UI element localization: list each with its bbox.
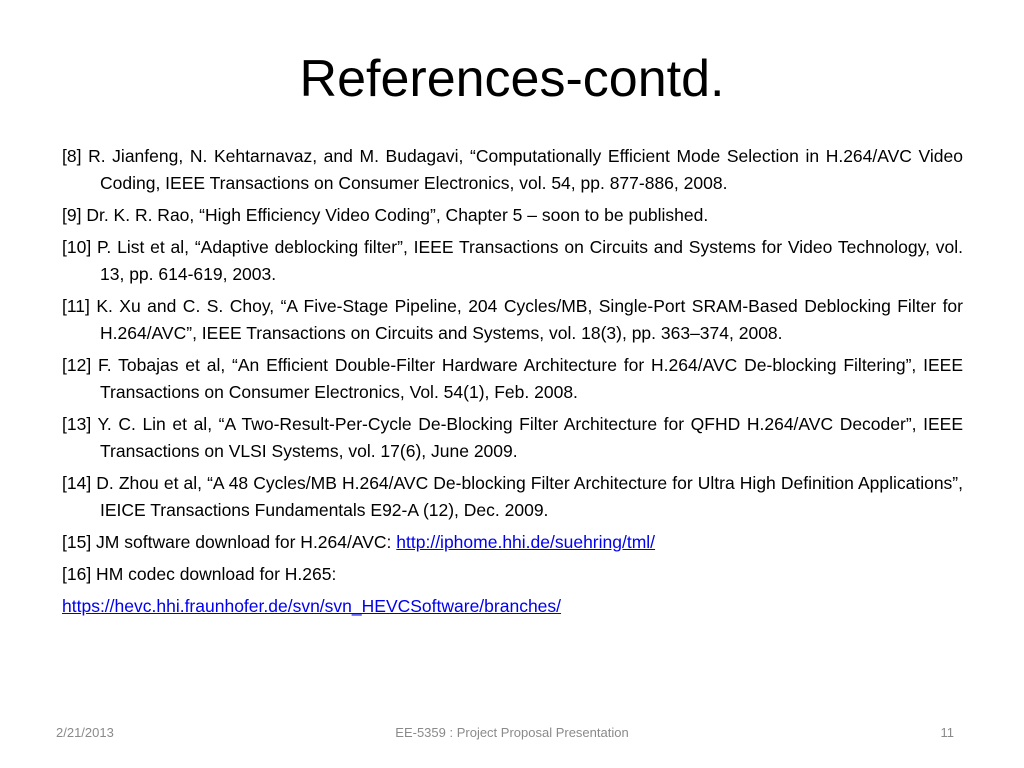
reference-10 [62, 234, 963, 288]
reference-13-text: [13] Y. C. Lin et al, “A Two-Result-Per-Cycle De-Blocking Filter Architecture for QFHD H.264/AVC Decoder”, IEEE Transactions on VLSI Systems, vol. 17(6), June 2009. [62, 414, 963, 461]
slide-title: References-contd. [299, 50, 725, 108]
reference-11-text: [11] K. Xu and C. S. Choy, “A Five-Stage Pipeline, 204 Cycles/MB, Single-Port SRAM-Based Deblocking Filter for H.264/AVC”, IEEE Transactions on Circuits and Systems, vol. 18(3), pp. 363–374, 2008. [62, 296, 963, 343]
reference-16-text: [16] HM codec download for H.265: [62, 564, 337, 584]
reference-12 [62, 352, 963, 406]
reference-8 [62, 143, 963, 197]
reference-12-text: [12] F. Tobajas et al, “An Efficient Double-Filter Hardware Architecture for H.264/AVC De-blocking Filtering”, IEEE Transactions on Consumer Electronics, Vol. 54(1), Feb. 2008. [62, 355, 963, 402]
reference-15 [62, 529, 963, 556]
jm-software-link[interactable]: http://iphome.hhi.de/suehring/tml/ [396, 532, 656, 552]
footer-presentation-title: EE-5359 : Project Proposal Presentation [395, 725, 629, 740]
hm-codec-link-line [62, 593, 963, 620]
references-list [62, 143, 963, 625]
reference-15-text: [15] JM software download for H.264/AVC: [62, 532, 397, 552]
footer-page-number: 11 [940, 725, 954, 740]
reference-16 [62, 561, 963, 588]
reference-8-text: [8] R. Jianfeng, N. Kehtarnavaz, and M. Budagavi, “Computationally Efficient Mode Selection in H.264/AVC Video Coding, IEEE Transactions on Consumer Electronics, vol. 54, pp. 877-886, 2008. [62, 146, 963, 193]
reference-14 [62, 470, 963, 524]
reference-13 [62, 411, 963, 465]
reference-11 [62, 293, 963, 347]
reference-9 [62, 202, 963, 229]
reference-14-text: [14] D. Zhou et al, “A 48 Cycles/MB H.264/AVC De-blocking Filter Architecture for Ultra High Definition Applications”, IEICE Transactions Fundamentals E92-A (12), Dec. 2009. [62, 473, 963, 520]
footer-date: 2/21/2013 [56, 725, 114, 740]
hm-codec-link[interactable]: https://hevc.hhi.fraunhofer.de/svn/svn_HEVCSoftware/branches/ [62, 596, 562, 616]
reference-10-text: [10] P. List et al, “Adaptive deblocking filter”, IEEE Transactions on Circuits and Systems for Video Technology, vol. 13, pp. 614-619, 2003. [62, 237, 963, 284]
reference-9-text: [9] Dr. K. R. Rao, “High Efficiency Video Coding”, Chapter 5 – soon to be published. [62, 205, 709, 225]
